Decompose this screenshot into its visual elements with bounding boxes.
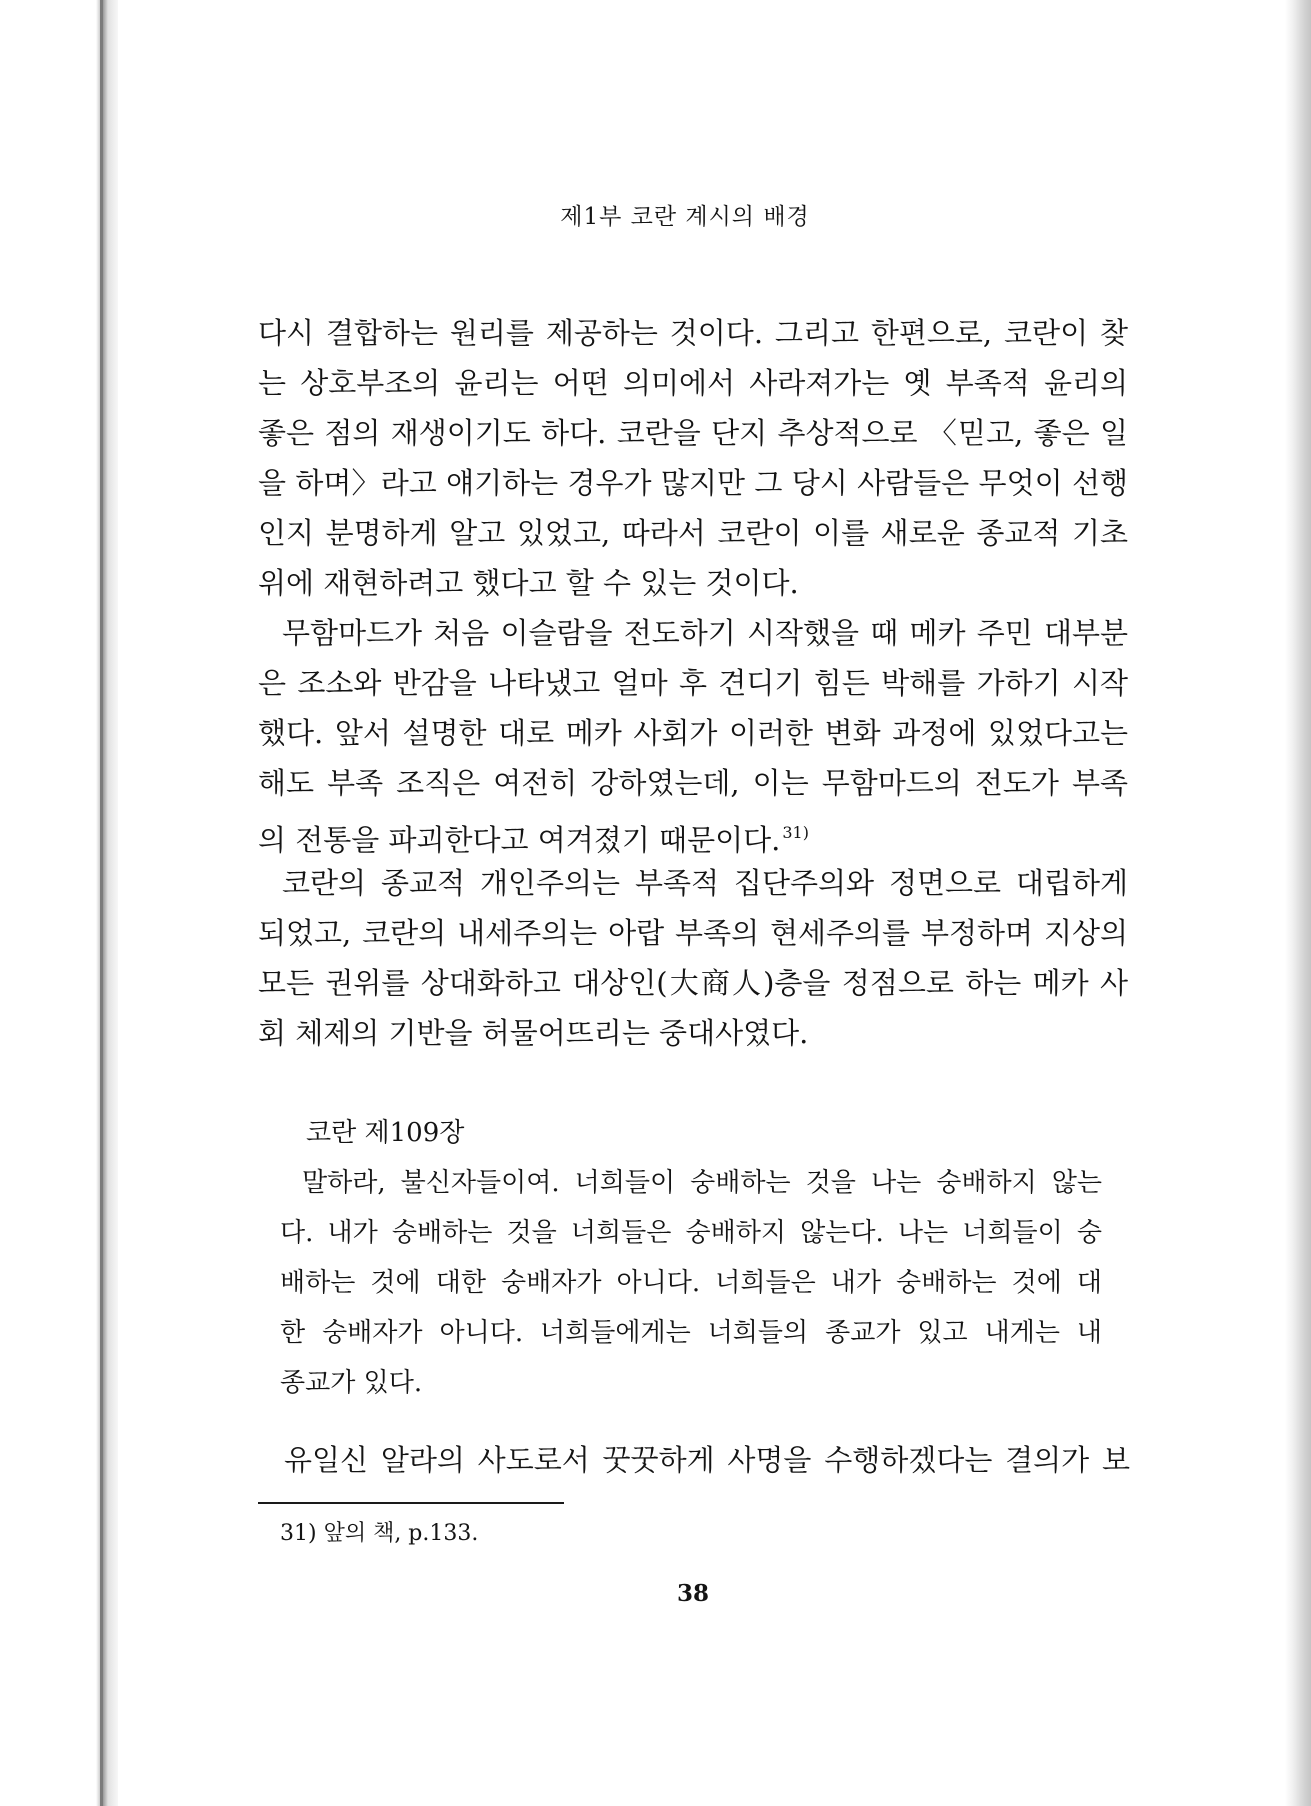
quote-line: 한 숭배자가 아니다. 너희들에게는 너희들의 종교가 있고 내게는 내 xyxy=(280,1318,1102,1348)
text-line: 은 조소와 반감을 나타냈고 얼마 후 견디기 힘든 박해를 가하기 시작 xyxy=(258,666,1128,700)
footnote: 31) 앞의 책, p.133. xyxy=(280,1521,479,1546)
body-text xyxy=(258,308,1128,1058)
text-line: 을 하며〉라고 얘기하는 경우가 많지만 그 당시 사람들은 무엇이 선행 xyxy=(258,466,1128,500)
text-line: 좋은 점의 재생이기도 하다. 코란을 단지 추상적으로 〈믿고, 좋은 일 xyxy=(258,416,1128,450)
text-line: 인지 분명하게 알고 있었고, 따라서 코란이 이를 새로운 종교적 기초 xyxy=(258,516,1128,550)
running-head: 제1부 코란 계시의 배경 xyxy=(560,204,810,230)
text-line: 유일신 알라의 사도로서 꿋꿋하게 사명을 수행하겠다는 결의가 보 xyxy=(284,1443,1130,1477)
quote-line: 종교가 있다. xyxy=(280,1368,423,1398)
paragraph-2 xyxy=(258,608,1128,858)
quote-title: 코란 제109장 xyxy=(306,1118,465,1148)
quote-line: 말하라, 불신자들이여. 너희들이 숭배하는 것을 나는 숭배하지 않는 xyxy=(302,1168,1102,1198)
text-line: 회 체제의 기반을 허물어뜨리는 중대사였다. xyxy=(258,1016,809,1050)
text-line: 모든 권위를 상대화하고 대상인(大商人)층을 정점으로 하는 메카 사 xyxy=(258,966,1128,1000)
text-line: 는 상호부조의 윤리는 어떤 의미에서 사라져가는 옛 부족적 윤리의 xyxy=(258,366,1128,400)
text-line: 무함마드가 처음 이슬람을 전도하기 시작했을 때 메카 주민 대부분 xyxy=(282,616,1128,650)
text-line: 위에 재현하려고 했다고 할 수 있는 것이다. xyxy=(258,566,799,600)
text-line: 해도 부족 조직은 여전히 강하였는데, 이는 무함마드의 전도가 부족 xyxy=(258,766,1128,800)
text-line-with-footnote xyxy=(258,808,1128,858)
book-binding-edge xyxy=(100,0,103,1806)
text-line: 의 전통을 파괴한다고 여겨졌기 때문이다. xyxy=(258,823,781,857)
text-line: 코란의 종교적 개인주의는 부족적 집단주의와 정면으로 대립하게 xyxy=(282,866,1128,900)
text-line: 했다. 앞서 설명한 대로 메카 사회가 이러한 변화 과정에 있었다고는 xyxy=(258,716,1128,750)
text-line: 되었고, 코란의 내세주의는 아랍 부족의 현세주의를 부정하며 지상의 xyxy=(258,916,1128,950)
page-number: 38 xyxy=(676,1580,709,1607)
paragraph-1 xyxy=(258,308,1128,608)
closing-paragraph xyxy=(284,1435,1130,1485)
paragraph-3 xyxy=(258,858,1128,1058)
text-line: 다시 결합하는 원리를 제공하는 것이다. 그리고 한편으로, 코란이 찾 xyxy=(258,316,1128,350)
quote-line: 다. 내가 숭배하는 것을 너희들은 숭배하지 않는다. 나는 너희들이 숭 xyxy=(280,1218,1102,1248)
quote-block xyxy=(280,1108,1102,1408)
footnote-mark: 31) xyxy=(782,823,809,842)
footnote-divider xyxy=(258,1502,564,1504)
page-edge-shadow xyxy=(1285,0,1311,1806)
quote-line: 배하는 것에 대한 숭배자가 아니다. 너희들은 내가 숭배하는 것에 대 xyxy=(280,1268,1102,1298)
